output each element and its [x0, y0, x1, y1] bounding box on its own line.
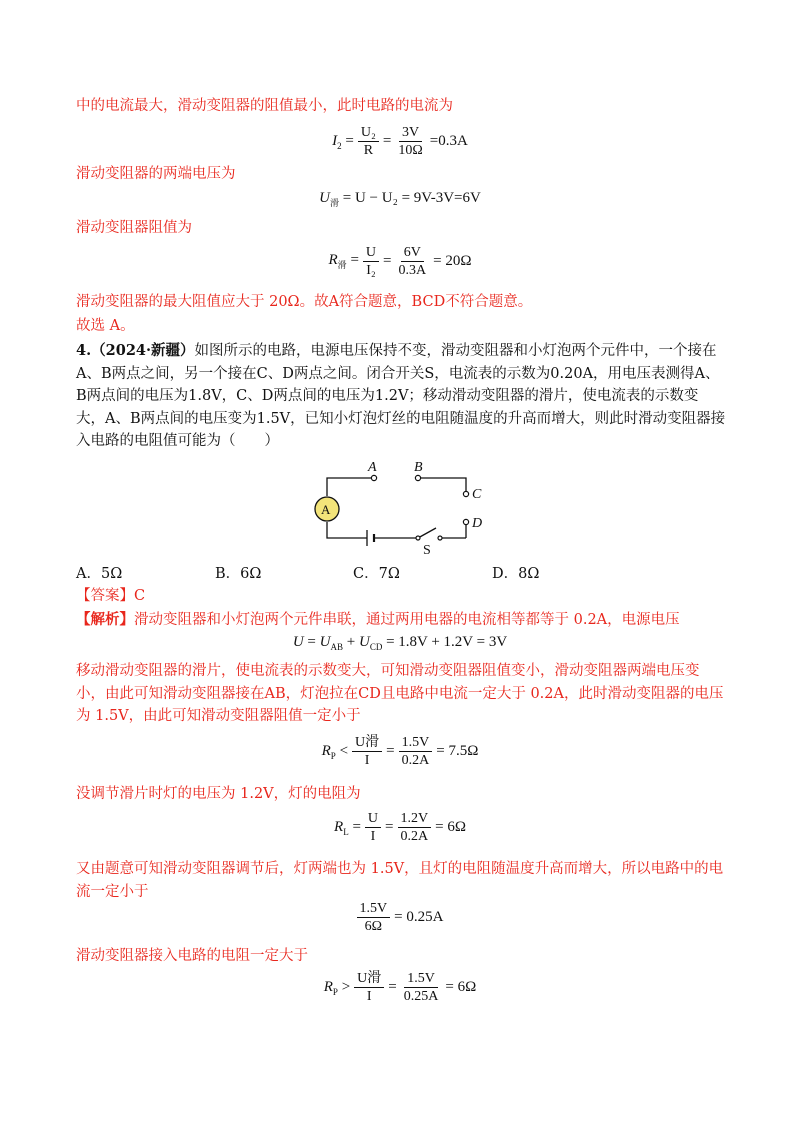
question-4 — [76, 340, 726, 453]
eq6-num2: 1.2V — [398, 810, 432, 828]
eq8-result: = 6Ω — [445, 979, 477, 995]
label-d: D — [472, 516, 483, 531]
terminal-a — [371, 475, 376, 480]
eq5-lhs-sub: P — [330, 750, 336, 761]
analysis-p5: 滑动变阻器接入电路的电阻一定大于 — [76, 948, 308, 964]
eq1-result: =0.3A — [429, 133, 468, 149]
option-d: D．8Ω — [492, 566, 540, 582]
eq8-num2: 1.5V — [404, 970, 438, 988]
analysis-p4: 又由题意可知滑动变阻器调节后，灯两端也为 1.5V，且灯的电阻随温度升高而增大，所以电路中的电流一定小于 — [76, 861, 724, 900]
question-number: 4. — [76, 342, 92, 359]
option-b: B．6Ω — [215, 566, 262, 582]
eq1-lhs: I — [332, 132, 338, 149]
question-text: 如图所示的电路，电源电压保持不变，滑动变阻器和小灯泡两个元件中，一个接在A、B两点之间，另一个接在C、D两点之间。闭合开关S，电流表的示数为0.20A，用电压表测得A、B两点间的电压为1.8V，C、D两点间的电压为1.2V；移动滑动变阻器的滑片，使电流表的示数变大，A、B两点间的电压变为1.5V，已知小灯泡灯丝的电阻随温度的升高而增大，则此时滑动变阻器接入电路的电阻值可能为（ ） — [76, 343, 726, 449]
equation-current: $I_2$ = $\frac{\text{U₂}}{R}$ = $\frac{3V}{10\Omega}$ =0.3A — [332, 125, 468, 158]
wire-top-left — [327, 478, 372, 496]
eq8-den1: I — [366, 989, 372, 1004]
terminal-b — [415, 475, 420, 480]
analysis-p3: 没调节滑片时灯的电压为 1.2V，灯的电阻为 — [76, 786, 361, 802]
eq6-result: = 6Ω — [435, 819, 466, 835]
eq6-lhs: R — [334, 818, 344, 835]
explanation-line-2: 滑动变阻器的两端电压为 — [76, 166, 236, 182]
eq6-den2: 0.2A — [400, 829, 429, 844]
explanation-line-4: 滑动变阻器的最大阻值应大于 20Ω。故A符合题意，BCD不符合题意。 — [76, 294, 533, 310]
wire-bottom-left — [327, 522, 367, 538]
eq2-sub: 滑 — [329, 198, 339, 208]
analysis-label: 【解析】 — [76, 611, 134, 628]
eq5-den1: I — [364, 753, 370, 768]
eq6-lhs-sub: L — [343, 826, 349, 837]
switch-contact — [438, 536, 442, 540]
eq3-lhs: R — [328, 252, 338, 268]
option-a: A．5Ω — [76, 566, 123, 582]
equation-current-limit — [0, 900, 800, 935]
equation-supply-voltage: $U = U_{AB} + U_{CD} = 1.8V + 1.2V = 3V$ — [292, 634, 508, 652]
option-c: C．7Ω — [353, 566, 400, 582]
eq8-lhs: R — [323, 978, 333, 995]
equation-resistance: $R_滑$ = $\frac{U}{\text{I₂}}$ = $\frac{6V}{0.3A}$ = 20Ω — [328, 245, 472, 278]
answer: 【答案】C — [76, 588, 146, 604]
analysis-line-1 — [76, 610, 680, 630]
equation-rp-less: $R_P$ < $\frac{\text{U滑}}{I}$ = $\frac{1.5V}{0.2A}$ = 7.5Ω — [321, 735, 479, 768]
eq5-num2: 1.5V — [399, 734, 433, 752]
explanation-line-5: 故选 A。 — [76, 318, 135, 334]
eq5-result: = 7.5Ω — [436, 743, 479, 759]
eq3-num1: U — [363, 244, 379, 262]
explanation-line-1: 中的电流最大，滑动变阻器的阻值最小，此时电路的电流为 — [76, 98, 453, 114]
switch-blade — [418, 528, 436, 538]
eq7-den: 6Ω — [364, 919, 383, 934]
eq5-den2: 0.2A — [401, 753, 430, 768]
circuit-diagram — [300, 458, 500, 558]
question-source: （2024·新疆） — [91, 342, 195, 359]
eq2-rest: = U − U₂ = 9V-3V=6V — [339, 190, 481, 206]
label-c: C — [472, 487, 482, 502]
eq8-op: > — [341, 978, 351, 995]
equation-voltage — [0, 190, 800, 209]
eq7-num: 1.5V — [357, 900, 391, 918]
eq6-den1: I — [370, 829, 376, 844]
eq1-num1: U₂ — [358, 124, 379, 142]
eq5-num1: U滑 — [352, 734, 382, 752]
eq3-num2: 6V — [401, 244, 424, 262]
eq8-den2: 0.25A — [403, 989, 439, 1004]
eq2-lhs: U — [319, 190, 330, 206]
label-b: B — [414, 460, 423, 475]
equation-rp-greater: $R_P$ > $\frac{\text{U滑}}{I}$ = $\frac{1.5V}{0.25A}$ = 6Ω — [323, 971, 477, 1004]
eq5-lhs: R — [321, 742, 331, 759]
eq8-num1: U滑 — [354, 970, 384, 988]
eq8-lhs-sub: P — [332, 986, 338, 997]
analysis-p2: 移动滑动变阻器的滑片，使电流表的示数变大，可知滑动变阻器阻值变小，滑动变阻器两端电压变小，由此可知滑动变阻器接在AB，灯泡拉在CD且电路中电流一定大于 0.2A，此时滑动变阻器的电压为 1.5V，由此可知滑动变阻器阻值一定小于 — [76, 663, 724, 724]
eq3-result: = 20Ω — [433, 253, 472, 269]
eq1-num2: 3V — [399, 124, 422, 142]
eq3-den2: 0.3A — [398, 263, 427, 278]
eq1-den1: R — [363, 143, 374, 158]
eq5-op: < — [339, 742, 349, 759]
label-a: A — [368, 460, 377, 475]
eq3-den1: I₂ — [366, 263, 376, 278]
eq3-lhs-sub: 滑 — [337, 260, 347, 270]
terminal-d — [463, 519, 468, 524]
eq6-num1: U — [365, 810, 381, 828]
eq7-result: = 0.25A — [394, 909, 444, 925]
label-s: S — [423, 543, 431, 558]
terminal-c — [463, 491, 468, 496]
wire-b-c — [420, 478, 466, 491]
analysis-p1: 滑动变阻器和小灯泡两个元件串联，通过两用电器的电流相等都等于 0.2A，电源电压 — [134, 612, 680, 628]
eq1-den2: 10Ω — [398, 143, 423, 158]
switch-pivot — [416, 536, 420, 540]
eq1-lhs-sub: 2 — [337, 140, 342, 151]
equation-rl: $R_L$ = $\frac{U}{I}$ = $\frac{1.2V}{0.2A}$ = 6Ω — [334, 811, 466, 844]
explanation-line-3: 滑动变阻器阻值为 — [76, 220, 192, 236]
ammeter-label: A — [321, 502, 331, 517]
